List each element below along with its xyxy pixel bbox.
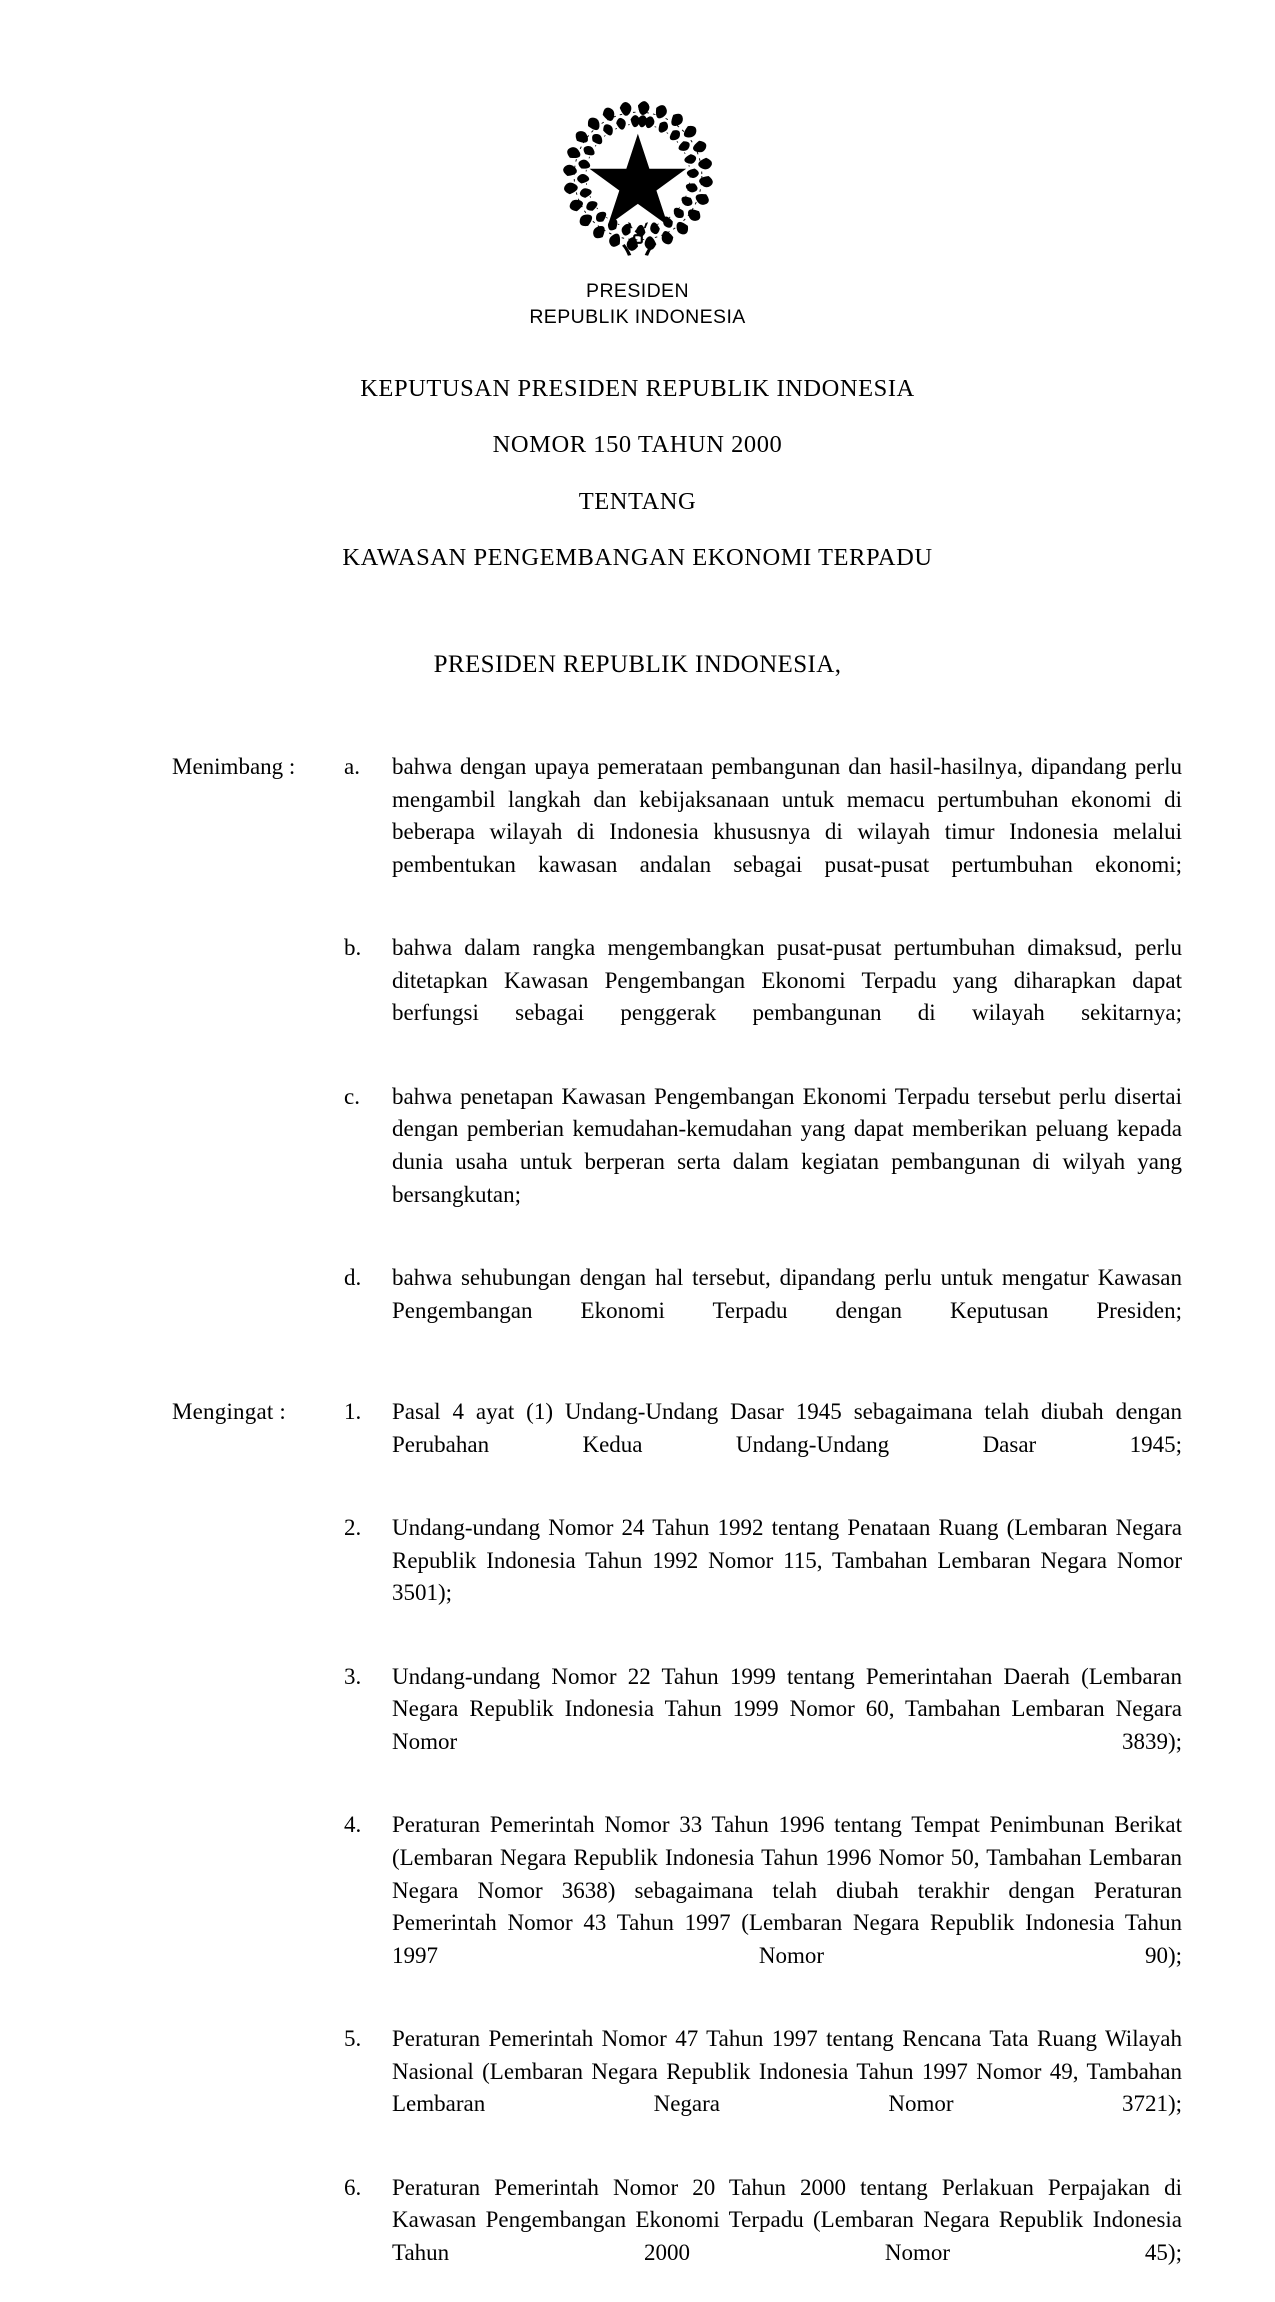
item-text: bahwa sehubungan dengan hal tersebut, dipandang perlu untuk mengatur Kawasan Pengembangan Ekonomi Terpadu dengan Keputusan Presiden;	[392, 1265, 1182, 1323]
section-menimbang	[172, 751, 1182, 1360]
title-decree-type: KEPUTUSAN PRESIDEN REPUBLIK INDONESIA	[360, 374, 915, 402]
item-marker: 4.	[344, 1812, 362, 1838]
item-marker: c.	[344, 1083, 360, 1109]
item-marker: 6.	[344, 2174, 362, 2200]
list-item	[344, 1262, 1182, 1360]
list-item	[344, 1081, 1182, 1244]
item-text: bahwa dengan upaya pemerataan pembangunan dan hasil-hasilnya, dipandang perlu mengambil langkah dan kebijaksanaan untuk memacu pertumbuhan ekonomi di beberapa wilayah di Indonesia khususnya di wilayah timur Indonesia melalui pembentukan kawasan andalan sebagai pusat-pusat pertumbuhan ekonomi;	[392, 753, 1182, 877]
item-text: Undang-undang Nomor 22 Tahun 1999 tentang Pemerintahan Daerah (Lembaran Negara Republik Indonesia Tahun 1999 Nomor 60, Tambahan Lembaran Negara Nomor 3839);	[392, 1663, 1182, 1754]
item-marker: 3.	[344, 1663, 362, 1689]
emblem-block	[0, 0, 1275, 331]
title-tentang-label: TENTANG	[578, 487, 697, 515]
section-items-mengingat	[344, 1396, 1182, 2302]
list-item	[344, 2172, 1182, 2302]
item-text: Undang-undang Nomor 24 Tahun 1992 tentang Penataan Ruang (Lembaran Negara Republik Indonesia Tahun 1992 Nomor 115, Tambahan Lembaran Negara Nomor 3501);	[392, 1514, 1182, 1606]
item-marker: 2.	[344, 1514, 362, 1540]
item-text: bahwa penetapan Kawasan Pengembangan Ekonomi Terpadu tersebut perlu disertai dengan pemberian kemudahan-kemudahan yang dapat memberikan peluang kepada dunia usaha untuk berperan serta dalam kegiatan pembangunan di wilyah yang bersangkutan;	[392, 1083, 1182, 1207]
item-marker: d.	[344, 1265, 362, 1291]
section-items-menimbang	[344, 751, 1182, 1360]
section-mengingat	[172, 1396, 1182, 2302]
section-label-menimbang: Menimbang :	[172, 753, 296, 779]
garuda-star-wreath-emblem-icon	[554, 92, 722, 260]
list-item	[344, 1396, 1182, 1494]
list-item	[344, 1809, 1182, 2005]
title-subject: KAWASAN PENGEMBANGAN EKONOMI TERPADU	[342, 544, 933, 572]
list-item	[344, 751, 1182, 914]
item-text: Peraturan Pemerintah Nomor 33 Tahun 1996 tentang Tempat Penimbunan Berikat (Lembaran Negara Republik Indonesia Tahun 1996 Nomor 50, Tambahan Lembaran Negara Nomor 3638) sebagaimana telah diubah terakhir dengan Peraturan Pemerintah Nomor 43 Tahun 1997 (Lembaran Negara Republik Indonesia Tahun 1997 Nomor 90);	[392, 1812, 1182, 1968]
list-item	[344, 1661, 1182, 1792]
item-text: Peraturan Pemerintah Nomor 47 Tahun 1997 tentang Rencana Tata Ruang Wilayah Nasional (Lembaran Negara Republik Indonesia Tahun 1997 Nomor 49, Tambahan Lembaran Negara Nomor 3721);	[392, 2026, 1182, 2117]
issuer-heading: PRESIDEN REPUBLIK INDONESIA,	[433, 650, 842, 678]
item-text: Peraturan Pemerintah Nomor 20 Tahun 2000 tentang Perlakuan Perpajakan di Kawasan Pengembangan Ekonomi Terpadu (Lembaran Negara Republik Indonesia Tahun 2000 Nomor 45);	[392, 2174, 1182, 2266]
item-marker: b.	[344, 935, 362, 961]
section-spacer	[172, 1360, 1182, 1396]
title-number-year: NOMOR 150 TAHUN 2000	[492, 431, 783, 459]
section-label-mengingat: Mengingat :	[172, 1399, 286, 1424]
document-title-block	[0, 374, 1275, 572]
document-body	[0, 751, 1275, 2302]
item-text: Pasal 4 ayat (1) Undang-Undang Dasar 1945 sebagaimana telah diubah dengan Perubahan Kedua Undang-Undang Dasar 1945;	[392, 1399, 1182, 1457]
item-marker: 1.	[344, 1399, 362, 1424]
item-text: bahwa dalam rangka mengembangkan pusat-pusat pertumbuhan dimaksud, perlu ditetapkan Kawasan Pengembangan Ekonomi Terpadu yang diharapkan dapat berfungsi sebagai penggerak pembangunan di wilayah sekitarnya;	[392, 935, 1182, 1026]
list-item	[344, 1512, 1182, 1643]
item-marker: 5.	[344, 2026, 362, 2052]
emblem-caption-line-2: REPUBLIK INDONESIA	[529, 305, 746, 328]
list-item	[344, 2023, 1182, 2154]
emblem-caption	[0, 279, 1275, 331]
emblem-caption-line-1: PRESIDEN	[586, 280, 689, 302]
list-item	[344, 932, 1182, 1063]
item-marker: a.	[344, 753, 360, 779]
